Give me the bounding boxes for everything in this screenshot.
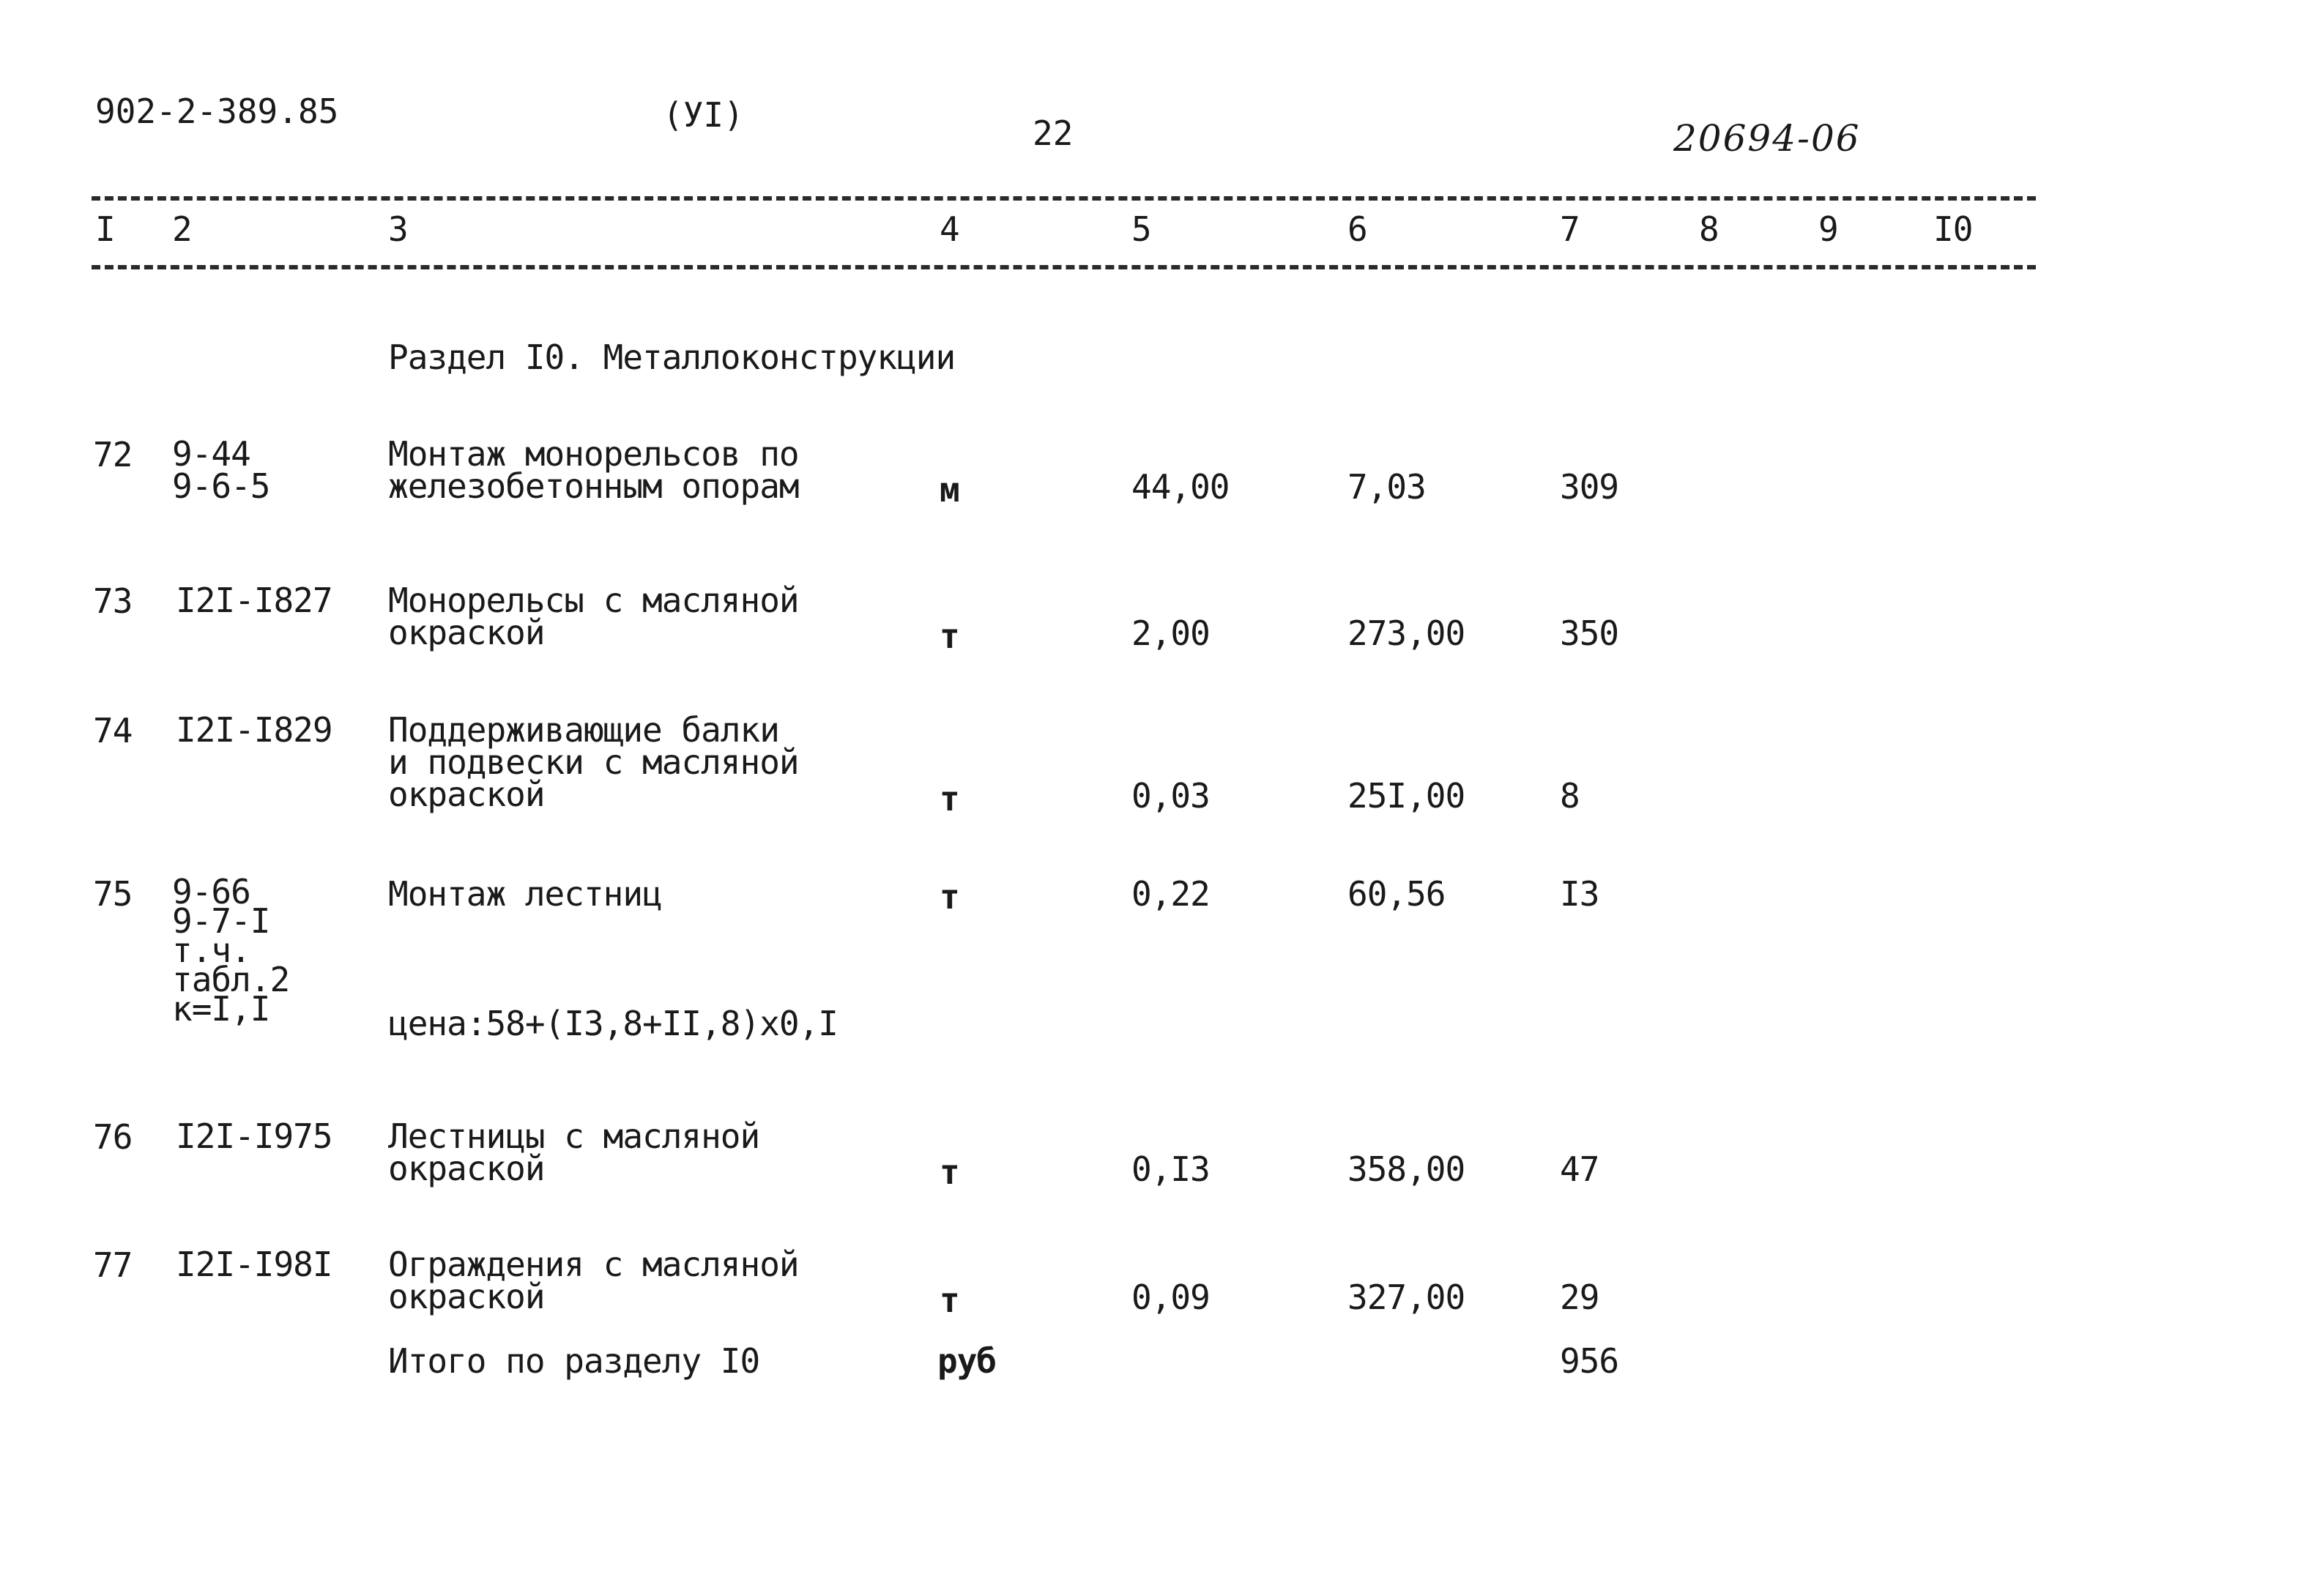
row-74-total: 8 [1560,776,1580,816]
row-72-price: 7,03 [1347,467,1426,507]
row-74-quantity: 0,03 [1131,776,1210,816]
handwritten-number: 20694-06 [1673,117,1861,160]
row-76-price: 358,00 [1347,1149,1465,1189]
row-76-total: 47 [1560,1149,1599,1189]
row-72-number: 72 [93,435,133,474]
row-77-price: 327,00 [1347,1278,1465,1317]
row-75-quantity: 0,22 [1131,874,1210,914]
row-77-total: 29 [1560,1278,1599,1317]
row-73-code: I2I-I827 [176,581,332,620]
col-header-9: 9 [1818,209,1838,249]
section-title: Раздел I0. Металлоконструкции [388,338,956,377]
row-75-unit: т [940,877,959,917]
row-76-description: Лестницы с масляной окраской [388,1116,760,1188]
row-74-unit: т [940,779,959,818]
row-75-code: 9-66 9-7-I т.ч. табл.2 к=I,I [172,872,290,1029]
row-74-code: I2I-I829 [176,710,332,750]
row-74-price: 25I,00 [1347,776,1465,816]
col-header-2: 2 [172,209,192,249]
row-72-description: Монтаж монорельсов по железобетонным опорам [388,434,799,506]
col-header-1: I [95,209,115,249]
row-74-number: 74 [93,711,133,750]
header-bottom-rule [92,265,2036,269]
row-75-price-formula: цена:58+(I3,8+II,8)х0,I [388,1004,838,1043]
row-73-quantity: 2,00 [1131,614,1210,653]
row-76-quantity: 0,I3 [1131,1149,1210,1189]
row-74-description: Поддерживающие балки и подвески с масляной окраской [388,710,799,814]
col-header-10: I0 [1933,209,1973,249]
col-header-4: 4 [940,209,959,249]
row-75-price: 60,56 [1347,874,1446,914]
header-top-rule [92,196,2036,201]
row-77-number: 77 [93,1245,133,1285]
row-76-unit: т [940,1152,959,1192]
row-77-unit: т [940,1280,959,1320]
document-code: 902-2-389.85 [95,92,339,131]
row-72-total: 309 [1560,467,1619,507]
row-72-unit: м [940,470,959,510]
row-73-total: 350 [1560,614,1619,653]
row-77-quantity: 0,09 [1131,1278,1210,1317]
row-72-quantity: 44,00 [1131,467,1230,507]
row-73-unit: т [940,616,959,656]
row-73-number: 73 [93,581,133,621]
row-76-number: 76 [93,1117,133,1157]
row-73-price: 273,00 [1347,614,1465,653]
col-header-7: 7 [1560,209,1580,249]
summary-label: Итого по разделу I0 [388,1341,760,1381]
col-header-3: 3 [388,209,408,249]
col-header-5: 5 [1131,209,1151,249]
summary-total: 956 [1560,1341,1619,1381]
row-73-description: Монорельсы с масляной окраской [388,581,799,652]
row-77-code: I2I-I98I [176,1245,332,1284]
row-76-code: I2I-I975 [176,1116,332,1156]
row-77-description: Ограждения с масляной окраской [388,1245,799,1316]
row-75-number: 75 [93,874,133,914]
row-75-description: Монтаж лестниц [388,874,662,914]
row-75-total: I3 [1560,874,1599,914]
page-number: 22 [1033,113,1074,153]
row-72-code: 9-44 9-6-5 [172,434,270,506]
section-code: (УI) [663,95,744,135]
col-header-8: 8 [1699,209,1719,249]
col-header-6: 6 [1347,209,1367,249]
summary-unit: руб [937,1341,997,1381]
